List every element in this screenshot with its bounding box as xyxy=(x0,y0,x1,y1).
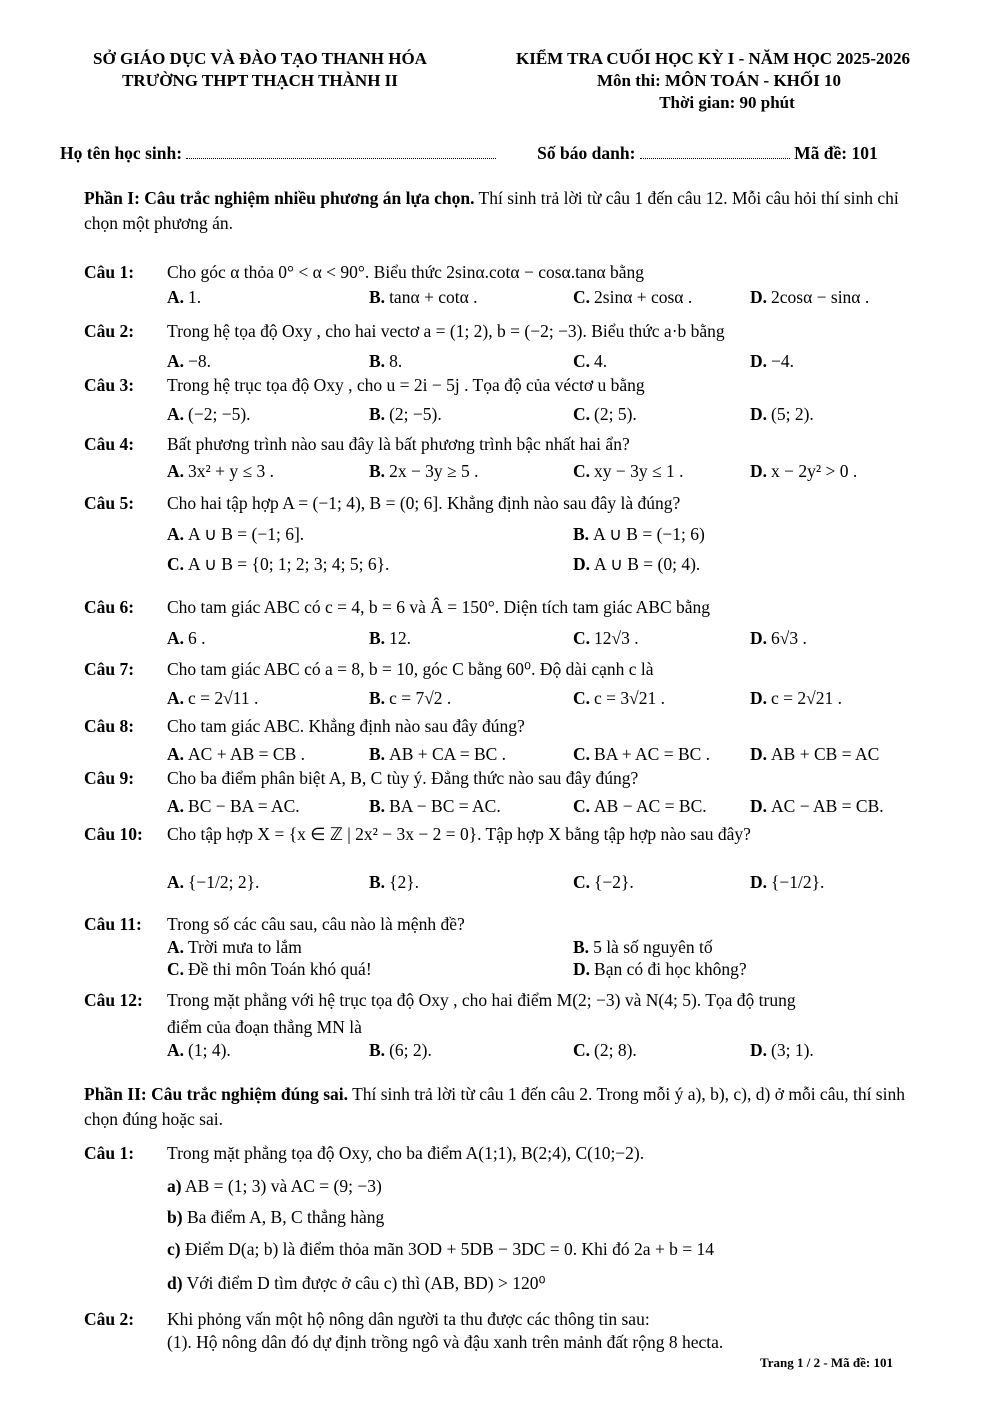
option-letter: B. xyxy=(369,872,386,892)
option-letter: B. xyxy=(369,287,386,307)
question-stem: Khi phỏng vấn một hộ nông dân người ta thu được các thông tin sau: xyxy=(167,1309,650,1329)
option-text: {2}. xyxy=(389,872,419,892)
option-d[interactable] xyxy=(750,1038,814,1062)
question-label: Câu 5: xyxy=(84,493,135,513)
option-text: c = 2√21 . xyxy=(771,688,843,708)
option-text: {−1/2}. xyxy=(771,872,825,892)
option-letter: A. xyxy=(167,404,185,424)
question-stem: Cho góc α thỏa 0° < α < 90°. Biểu thức 2sinα.cotα − cosα.tanα bằng xyxy=(167,262,645,282)
option-letter: B. xyxy=(369,744,386,764)
option-text: Trời mưa to lắm xyxy=(188,937,302,957)
department-name: SỞ GIÁO DỤC VÀ ĐÀO TẠO THANH HÓA xyxy=(93,49,427,68)
option-letter: C. xyxy=(573,351,591,371)
question-label: Câu 6: xyxy=(84,597,135,617)
option-text: (3; 1). xyxy=(771,1040,814,1060)
option-letter: B. xyxy=(369,461,386,481)
option-letter: A. xyxy=(167,351,185,371)
option-text: A ∪ B = (0; 4). xyxy=(594,554,701,574)
option-text: A ∪ B = (−1; 6) xyxy=(593,524,705,544)
question-stem: Trong mặt phẳng tọa độ Oxy, cho ba điểm A(1;1), B(2;4), C(10;−2). xyxy=(167,1143,645,1163)
option-letter: D. xyxy=(750,688,768,708)
option-b[interactable] xyxy=(369,285,478,309)
question-stem: Trong hệ trục tọa độ Oxy , cho u = 2i − 5j . Tọa độ của véctơ u bằng xyxy=(167,375,645,395)
part2-intro xyxy=(84,1082,914,1132)
option-letter: C. xyxy=(573,287,591,307)
option-text: 2x − 3y ≥ 5 . xyxy=(389,461,479,481)
option-a[interactable] xyxy=(167,794,300,818)
option-letter: A. xyxy=(167,524,185,544)
option-letter: D. xyxy=(750,872,768,892)
option-d[interactable] xyxy=(750,686,842,710)
question-label: Câu 12: xyxy=(84,990,143,1010)
option-letter: B. xyxy=(369,1040,386,1060)
question-stem: Trong số các câu sau, câu nào là mệnh đề? xyxy=(167,914,465,934)
part1-text: Thí sinh trả lời từ câu 1 đến câu 12. Mỗi câu hỏi thí sinh chỉ chọn một phương án. xyxy=(84,188,899,233)
question-stem-line2: (1). Hộ nông dân đó dự định trồng ngô và đậu xanh trên mảnh đất rộng 8 hecta. xyxy=(167,1332,724,1352)
option-text: (5; 2). xyxy=(771,404,814,424)
option-text: AC − AB = CB. xyxy=(771,796,884,816)
option-letter: C. xyxy=(573,628,591,648)
option-b[interactable] xyxy=(369,349,402,373)
option-c[interactable] xyxy=(573,1038,637,1062)
option-a[interactable] xyxy=(167,1038,231,1062)
part1-title: Phần I: Câu trắc nghiệm nhiều phương án lựa chọn. xyxy=(84,188,475,208)
option-text: AB + CB = AC xyxy=(771,744,880,764)
item-text: Ba điểm A, B, C thẳng hàng xyxy=(186,1207,385,1227)
option-letter: A. xyxy=(167,744,185,764)
question-stem: Cho hai tập hợp A = (−1; 4), B = (0; 6]. Khẳng định nào sau đây là đúng? xyxy=(167,493,681,513)
option-b[interactable] xyxy=(369,626,411,650)
question-stem: Bất phương trình nào sau đây là bất phương trình bậc nhất hai ẩn? xyxy=(167,434,630,454)
option-letter: D. xyxy=(750,628,768,648)
option-text: A ∪ B = {0; 1; 2; 3; 4; 5; 6}. xyxy=(188,554,390,574)
student-info-line xyxy=(60,143,926,164)
option-letter: A. xyxy=(167,796,185,816)
school-name: TRƯỜNG THPT THẠCH THÀNH II xyxy=(122,71,398,90)
option-d[interactable] xyxy=(750,742,879,766)
question-stem-line2: điểm của đoạn thẳng MN là xyxy=(167,1017,362,1037)
option-letter: A. xyxy=(167,1040,185,1060)
option-a[interactable] xyxy=(167,522,304,546)
option-text: 2cosα − sinα . xyxy=(771,287,870,307)
option-letter: A. xyxy=(167,688,185,708)
option-letter: C. xyxy=(573,461,591,481)
option-a[interactable] xyxy=(167,349,211,373)
option-a[interactable] xyxy=(167,870,259,894)
question-label: Câu 3: xyxy=(84,375,135,395)
option-text: −4. xyxy=(771,351,795,371)
question-label: Câu 9: xyxy=(84,768,135,788)
option-letter: D. xyxy=(750,461,768,481)
item-text: Điểm D(a; b) là điểm thỏa mãn 3OD + 5DB − 3DC = 0. Khi đó 2a + b = 14 xyxy=(184,1239,715,1259)
question-stem: Cho tam giác ABC có a = 8, b = 10, góc C bằng 60⁰. Độ dài cạnh c là xyxy=(167,659,654,679)
option-text: 8. xyxy=(389,351,403,371)
option-d[interactable] xyxy=(750,794,884,818)
name-label: Họ tên học sinh: xyxy=(60,143,183,163)
option-b[interactable] xyxy=(369,402,442,426)
option-d[interactable] xyxy=(750,285,869,309)
question-label: Câu 1: xyxy=(84,1143,135,1163)
sbd-label: Số báo danh: xyxy=(537,143,636,163)
option-text: 1. xyxy=(188,287,202,307)
question-label: Câu 11: xyxy=(84,914,142,934)
option-c[interactable] xyxy=(573,626,639,650)
option-c[interactable] xyxy=(167,957,372,981)
question-label: Câu 1: xyxy=(84,262,135,282)
option-text: AB + CA = BC . xyxy=(389,744,507,764)
question-stem: Trong hệ tọa độ Oxy , cho hai vectơ a = (1; 2), b = (−2; −3). Biểu thức a·b bằng xyxy=(167,321,725,341)
option-letter: B. xyxy=(573,524,590,544)
option-letter: B. xyxy=(369,404,386,424)
item-text: AB = (1; 3) và AC = (9; −3) xyxy=(185,1176,382,1196)
option-letter: D. xyxy=(573,959,591,979)
option-letter: B. xyxy=(369,688,386,708)
header-left xyxy=(60,48,460,92)
option-text: (1; 4). xyxy=(188,1040,231,1060)
item-tag: c) xyxy=(167,1239,181,1259)
option-b[interactable] xyxy=(369,459,479,483)
option-letter: C. xyxy=(573,688,591,708)
exam-code: Mã đề: 101 xyxy=(794,143,878,163)
option-b[interactable] xyxy=(369,742,506,766)
option-text: {−1/2; 2}. xyxy=(188,872,260,892)
option-letter: D. xyxy=(750,1040,768,1060)
sbd-field[interactable] xyxy=(640,144,790,159)
option-text: 6√3 . xyxy=(771,628,807,648)
option-letter: D. xyxy=(573,554,591,574)
question-label: Câu 2: xyxy=(84,321,135,341)
option-a[interactable] xyxy=(167,935,302,959)
question-label: Câu 7: xyxy=(84,659,135,679)
option-text: Đề thi môn Toán khó quá! xyxy=(188,959,372,979)
option-text: Bạn có đi học không? xyxy=(594,959,747,979)
option-letter: B. xyxy=(573,937,590,957)
question-label: Câu 2: xyxy=(84,1309,135,1329)
option-d[interactable] xyxy=(573,957,747,981)
option-text: 2sinα + cosα . xyxy=(594,287,693,307)
option-text: (−2; −5). xyxy=(188,404,251,424)
option-d[interactable] xyxy=(750,459,857,483)
option-d[interactable] xyxy=(750,402,814,426)
question-label: Câu 8: xyxy=(84,716,135,736)
option-b[interactable] xyxy=(369,794,501,818)
item-tag: b) xyxy=(167,1207,183,1227)
part2-title: Phần II: Câu trắc nghiệm đúng sai. xyxy=(84,1084,349,1104)
item-tag: a) xyxy=(167,1176,182,1196)
option-text: BA + AC = BC . xyxy=(594,744,711,764)
option-letter: D. xyxy=(750,796,768,816)
option-c[interactable] xyxy=(573,870,634,894)
option-text: c = 7√2 . xyxy=(389,688,452,708)
option-letter: C. xyxy=(167,959,185,979)
option-text: xy − 3y ≤ 1 . xyxy=(594,461,684,481)
option-text: 12√3 . xyxy=(594,628,639,648)
option-a[interactable] xyxy=(167,742,305,766)
option-letter: B. xyxy=(369,796,386,816)
option-letter: C. xyxy=(167,554,185,574)
option-text: 6 . xyxy=(188,628,206,648)
option-c[interactable] xyxy=(167,552,389,576)
option-text: BA − BC = AC. xyxy=(389,796,501,816)
option-c[interactable] xyxy=(573,459,684,483)
option-letter: A. xyxy=(167,872,185,892)
option-c[interactable] xyxy=(573,742,710,766)
name-field[interactable] xyxy=(186,144,496,159)
header-right xyxy=(478,48,948,114)
option-letter: C. xyxy=(573,1040,591,1060)
question-label: Câu 4: xyxy=(84,434,135,454)
option-text: c = 2√11 . xyxy=(188,688,259,708)
question-stem: Cho tam giác ABC. Khẳng định nào sau đây đúng? xyxy=(167,716,525,736)
option-letter: D. xyxy=(750,404,768,424)
option-text: BC − BA = AC. xyxy=(188,796,300,816)
option-letter: B. xyxy=(369,351,386,371)
option-d[interactable] xyxy=(750,870,824,894)
option-a[interactable] xyxy=(167,459,274,483)
option-letter: A. xyxy=(167,461,185,481)
option-a[interactable] xyxy=(167,626,206,650)
option-text: −8. xyxy=(188,351,212,371)
option-letter: C. xyxy=(573,872,591,892)
option-c[interactable] xyxy=(573,402,637,426)
option-text: 4. xyxy=(594,351,608,371)
question-stem: Trong mặt phẳng với hệ trục tọa độ Oxy , cho hai điểm M(2; −3) và N(4; 5). Tọa độ trung xyxy=(167,990,796,1010)
option-c[interactable] xyxy=(573,686,665,710)
option-letter: D. xyxy=(750,744,768,764)
time-line: Thời gian: 90 phút xyxy=(659,93,795,112)
option-letter: C. xyxy=(573,744,591,764)
option-c[interactable] xyxy=(573,285,692,309)
option-letter: D. xyxy=(750,351,768,371)
option-letter: B. xyxy=(369,628,386,648)
exam-title: KIỂM TRA CUỐI HỌC KỲ I - NĂM HỌC 2025-2026 xyxy=(516,49,910,68)
option-d[interactable] xyxy=(750,349,794,373)
option-text: x − 2y² > 0 . xyxy=(771,461,858,481)
option-b[interactable] xyxy=(369,1038,432,1062)
option-letter: D. xyxy=(750,287,768,307)
option-d[interactable] xyxy=(750,626,807,650)
option-text: (2; 8). xyxy=(594,1040,637,1060)
question-stem: Cho tập hợp X = {x ∈ ℤ | 2x² − 3x − 2 = 0}. Tập hợp X bằng tập hợp nào sau đây? xyxy=(167,824,751,844)
option-a[interactable] xyxy=(167,402,251,426)
question-stem: Cho tam giác ABC có c = 4, b = 6 và Â = 150°. Diện tích tam giác ABC bằng xyxy=(167,597,711,617)
item-text: Với điểm D tìm được ở câu c) thì (AB, BD) > 120⁰ xyxy=(186,1273,546,1293)
option-text: AB − AC = BC. xyxy=(594,796,707,816)
option-b[interactable] xyxy=(369,686,451,710)
option-b[interactable] xyxy=(369,870,419,894)
page-footer: Trang 1 / 2 - Mã đề: 101 xyxy=(760,1355,893,1370)
option-text: (2; 5). xyxy=(594,404,637,424)
option-d[interactable] xyxy=(573,552,700,576)
option-text: (6; 2). xyxy=(389,1040,432,1060)
option-b[interactable] xyxy=(573,935,713,959)
option-letter: A. xyxy=(167,628,185,648)
subject-line: Môn thi: MÔN TOÁN - KHỐI 10 xyxy=(597,71,841,90)
option-a[interactable] xyxy=(167,285,201,309)
option-letter: A. xyxy=(167,937,185,957)
option-letter: C. xyxy=(573,796,591,816)
option-letter: A. xyxy=(167,287,185,307)
option-c[interactable] xyxy=(573,349,607,373)
question-label: Câu 10: xyxy=(84,824,143,844)
option-text: tanα + cotα . xyxy=(389,287,478,307)
option-text: A ∪ B = (−1; 6]. xyxy=(188,524,305,544)
part1-intro xyxy=(84,186,914,236)
option-text: 3x² + y ≤ 3 . xyxy=(188,461,274,481)
option-letter: C. xyxy=(573,404,591,424)
option-b[interactable] xyxy=(573,522,705,546)
option-text: 5 là số nguyên tố xyxy=(593,937,713,957)
option-text: {−2}. xyxy=(594,872,634,892)
part2-text: Thí sinh trả lời từ câu 1 đến câu 2. Trong mỗi ý a), b), c), d) ở mỗi câu, thí sinh chọn đúng hoặc sai. xyxy=(84,1084,905,1129)
option-text: 12. xyxy=(389,628,411,648)
question-stem: Cho ba điểm phân biệt A, B, C tùy ý. Đẳng thức nào sau đây đúng? xyxy=(167,768,639,788)
item-tag: d) xyxy=(167,1273,183,1293)
option-a[interactable] xyxy=(167,686,258,710)
option-text: AC + AB = CB . xyxy=(188,744,306,764)
option-text: (2; −5). xyxy=(389,404,442,424)
option-c[interactable] xyxy=(573,794,707,818)
option-text: c = 3√21 . xyxy=(594,688,666,708)
